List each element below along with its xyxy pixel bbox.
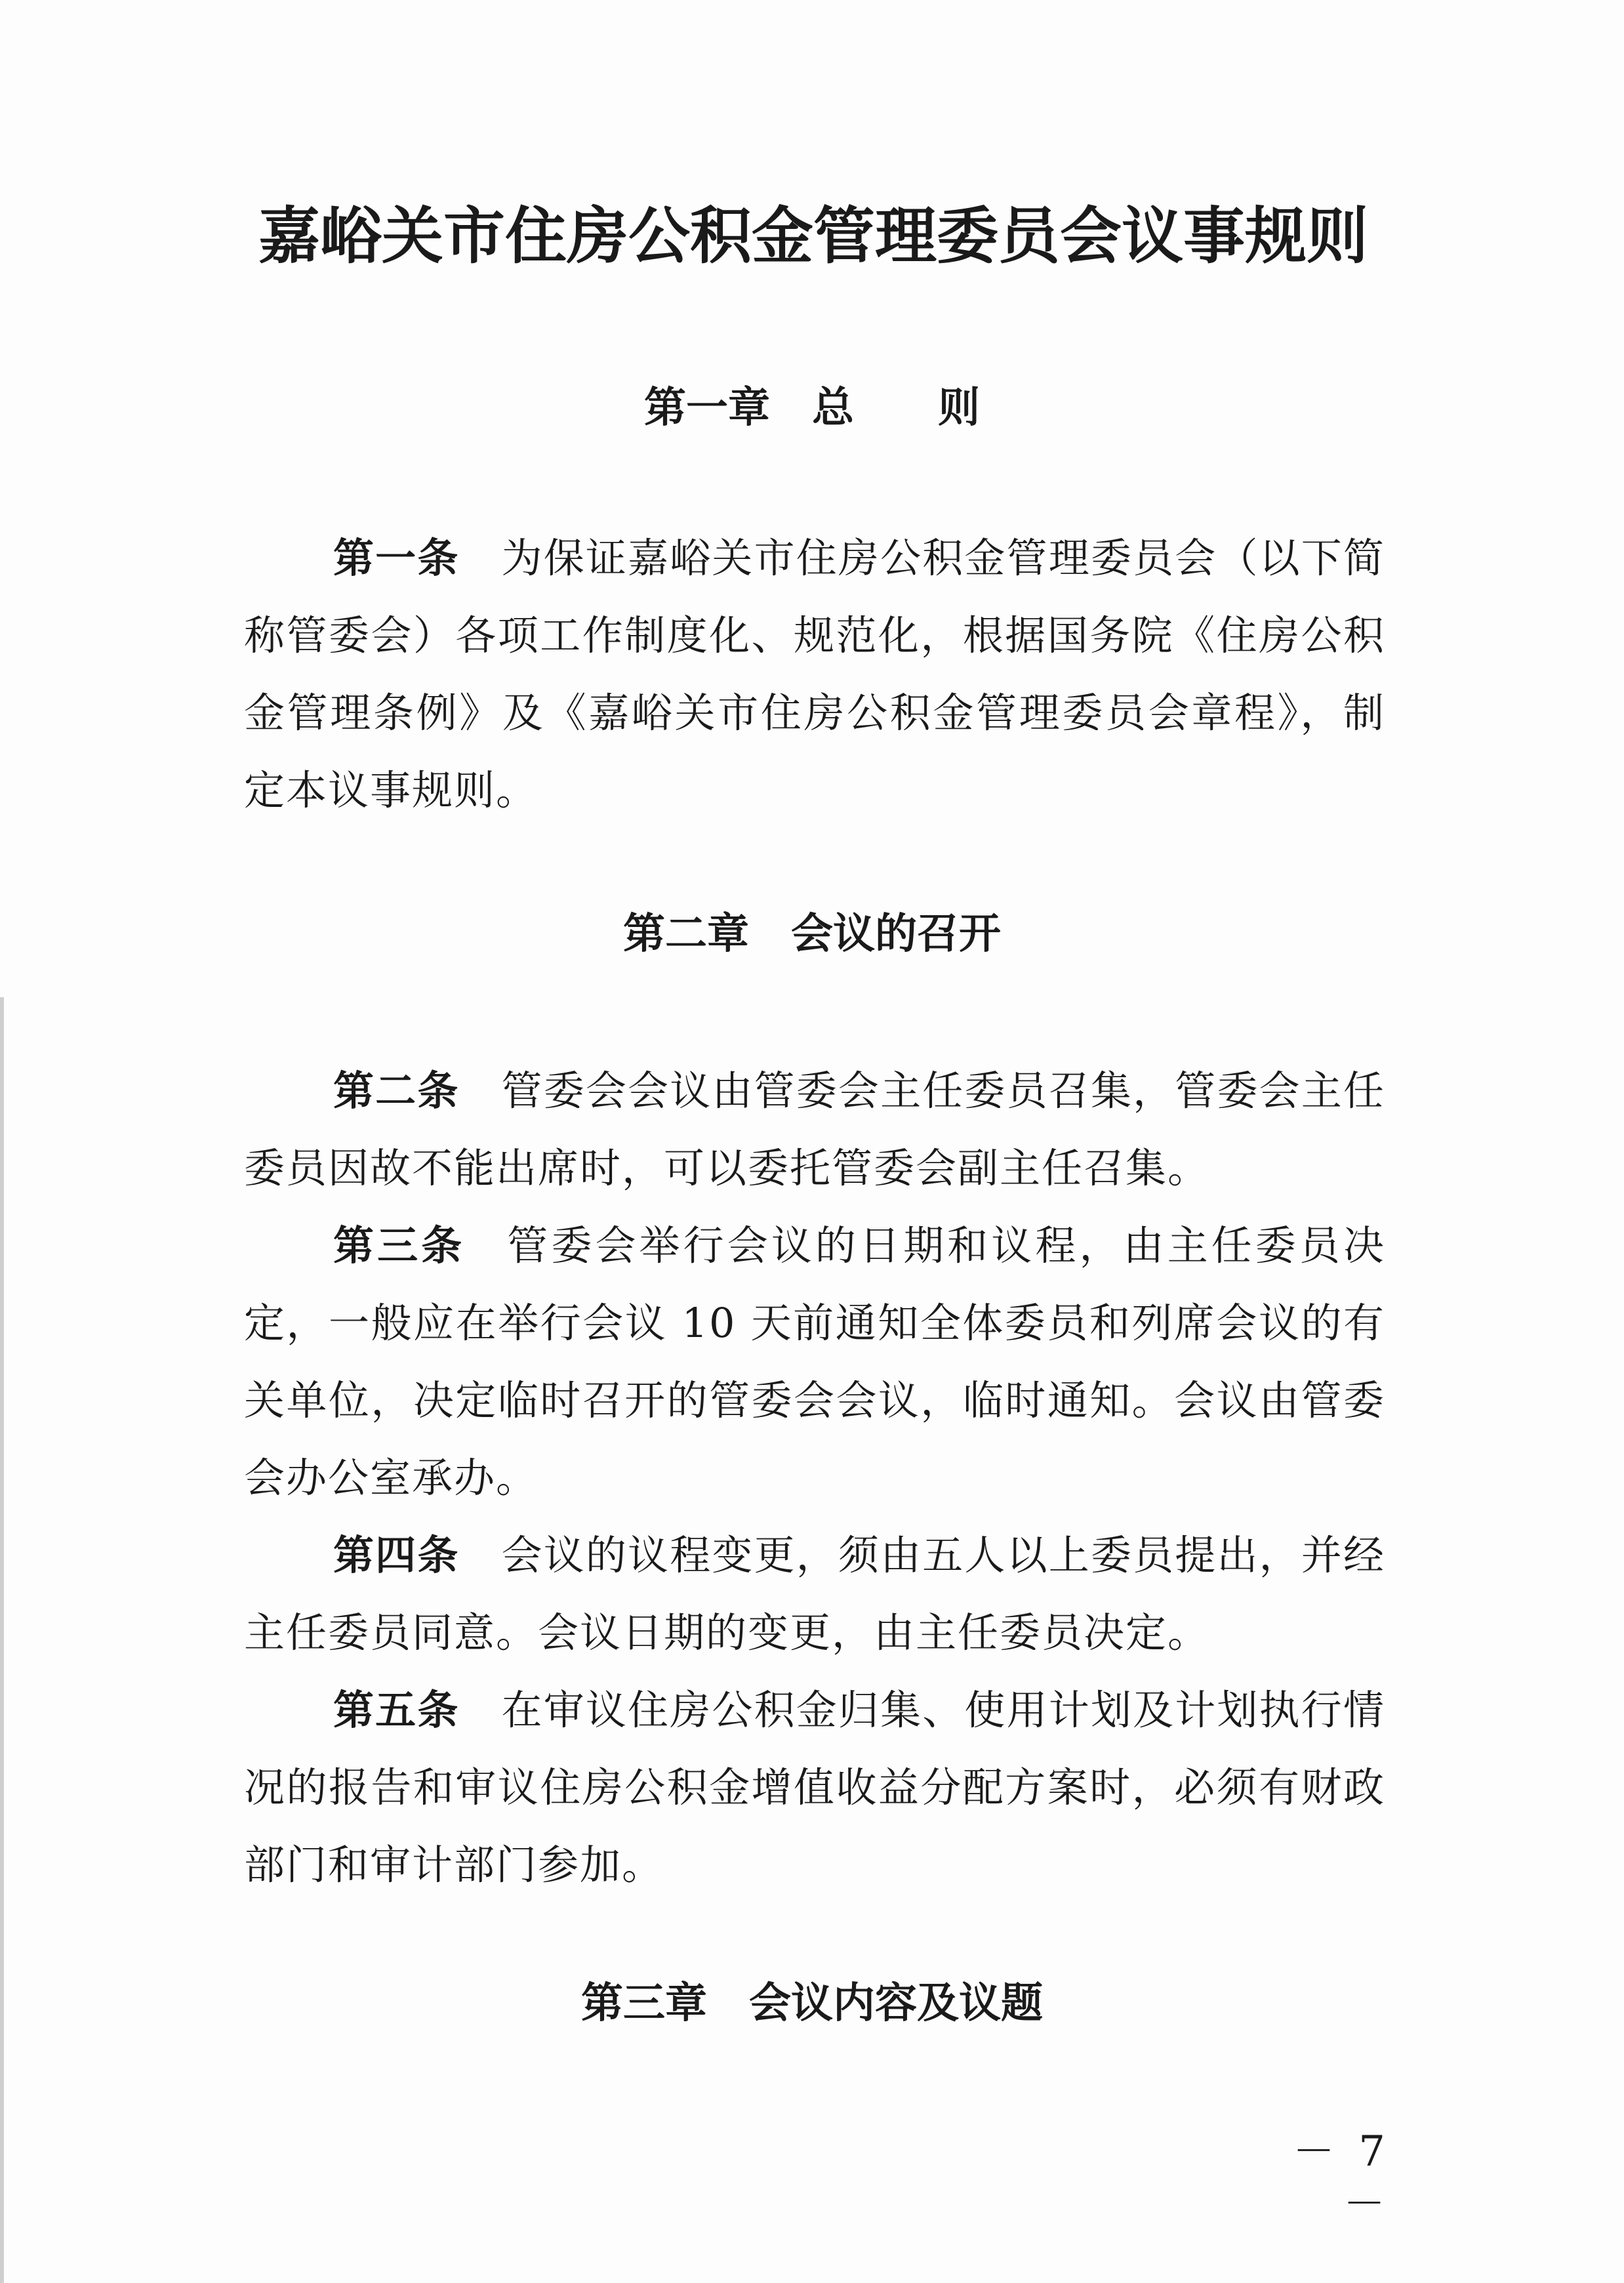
chapter-name: 总 则 <box>812 384 980 432</box>
article-2 <box>244 1052 1385 1207</box>
chapter-heading-2 <box>0 908 1624 960</box>
article-number: 第五条 <box>333 1686 460 1734</box>
chapter-heading-3 <box>0 1977 1624 2030</box>
article-number: 第三条 <box>333 1222 466 1269</box>
chapter-label: 第三章 <box>581 1979 707 2028</box>
article-text: 在审议住房公积金归集、使用计划及计划执行情况的报告和审议住房公积金增值收益分配方案时，必须有财政部门和审计部门参加。 <box>244 1686 1385 1889</box>
article-text: 管委会举行会议的日期和议程，由主任委员决定，一般应在举行会议 10 天前通知全体委员和列席会议的有关单位，决定临时召开的管委会会议，临时通知。会议由管委会办公室承办。 <box>244 1222 1385 1502</box>
article-5 <box>244 1672 1385 1904</box>
article-number: 第二条 <box>333 1067 460 1115</box>
article-1 <box>244 520 1385 829</box>
article-text: 为保证嘉峪关市住房公积金管理委员会（以下简称管委会）各项工作制度化、规范化，根据国务院《住房公积金管理条例》及《嘉峪关市住房公积金管理委员会章程》，制定本议事规则。 <box>244 534 1385 814</box>
article-text: 会议的议程变更，须由五人以上委员提出，并经主任委员同意。会议日期的变更，由主任委员决定。 <box>244 1531 1385 1656</box>
scan-edge-shadow <box>0 997 4 2283</box>
chapter-label: 第二章 <box>623 910 749 958</box>
article-text: 管委会会议由管委会主任委员召集，管委会主任委员因故不能出席时，可以委托管委会副主任召集。 <box>244 1067 1385 1192</box>
article-3 <box>244 1207 1385 1517</box>
chapter-heading-1 <box>0 382 1624 434</box>
article-4 <box>244 1517 1385 1672</box>
chapter-name: 会议内容及议题 <box>749 1979 1043 2028</box>
document-title: 嘉峪关市住房公积金管理委员会议事规则 <box>258 200 1368 272</box>
chapter-label: 第一章 <box>644 384 770 432</box>
article-number: 第一条 <box>333 534 460 582</box>
article-number: 第四条 <box>333 1531 460 1579</box>
page-number: － 7 － <box>1292 2128 1391 2229</box>
chapter-name: 会议的召开 <box>791 910 1001 958</box>
